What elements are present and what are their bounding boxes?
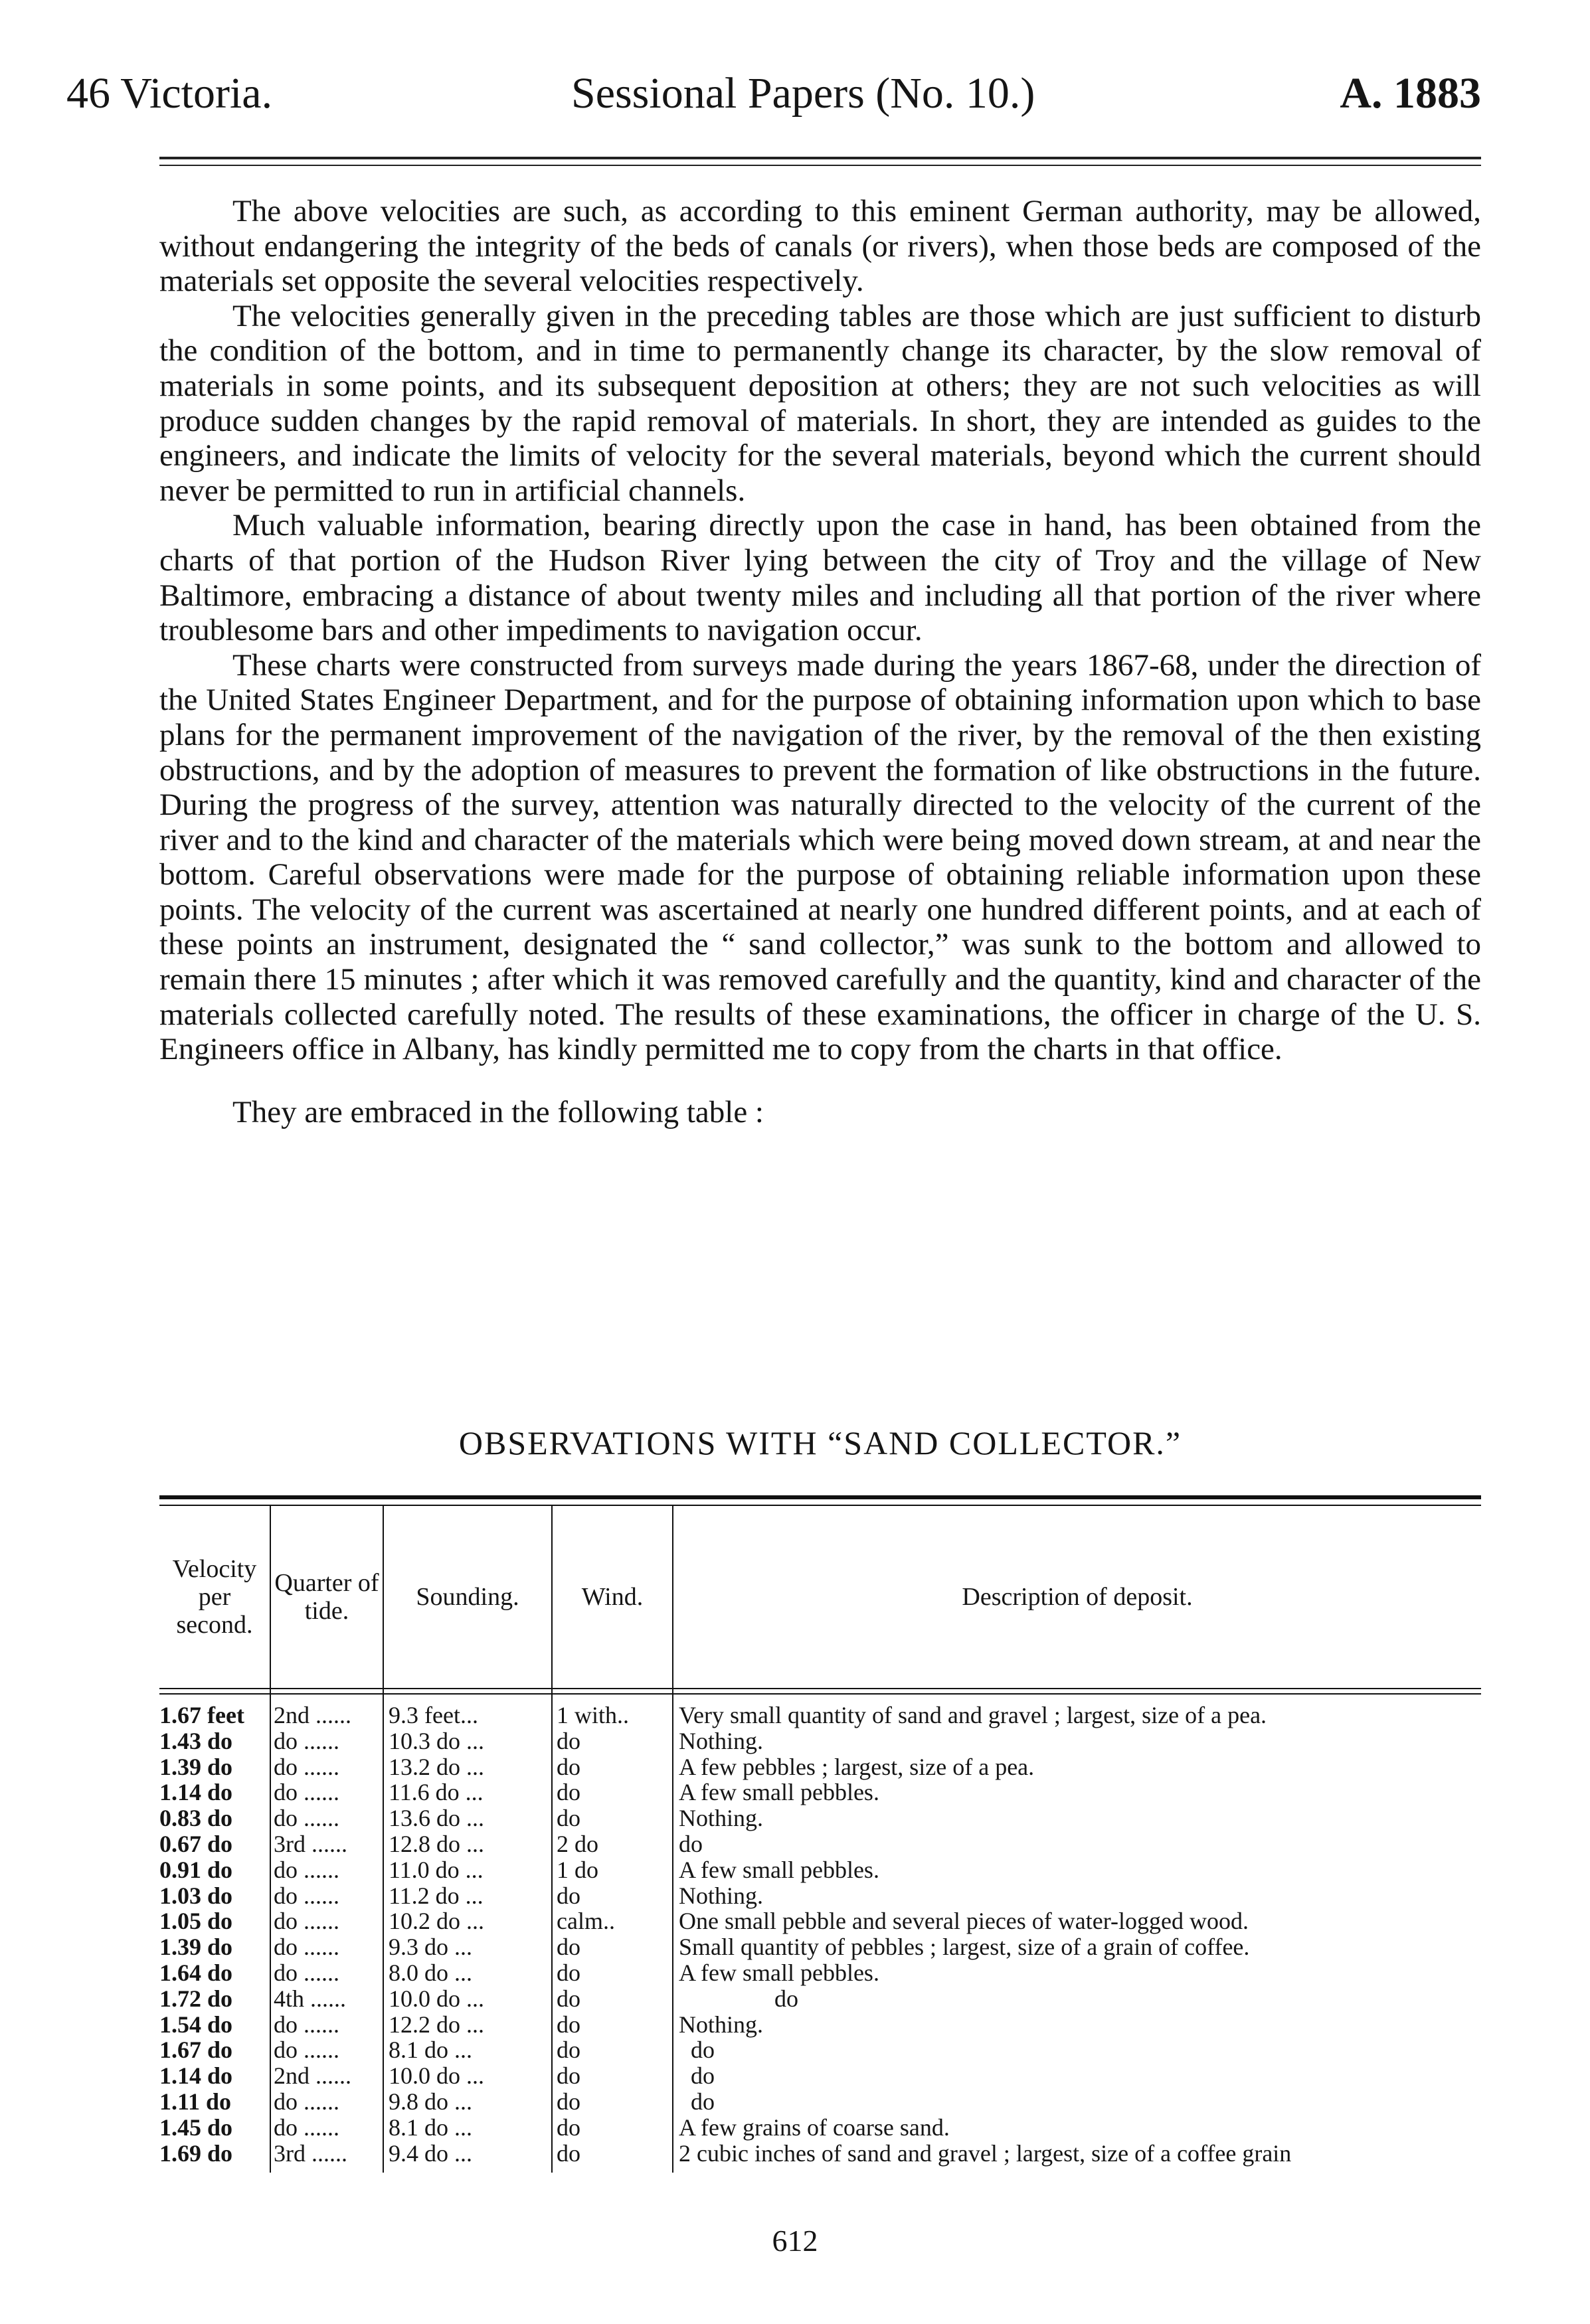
body-text (159, 194, 1481, 1129)
header-wind: Wind. (581, 1583, 644, 1611)
table-row (159, 1728, 1481, 1754)
cell-description: Nothing. (679, 1805, 764, 1832)
cell-wind: 2 do (557, 1830, 598, 1857)
cell-wind: do (557, 1753, 580, 1780)
table-header-rule (159, 1688, 1481, 1695)
cell-wind: do (557, 2088, 580, 2115)
header-quarter: Quarter of tide. (274, 1569, 379, 1625)
table-row (159, 2037, 1481, 2063)
cell-description: Nothing. (679, 1727, 764, 1754)
cell-quarter: 2nd ...... (274, 1702, 351, 1728)
cell-quarter: 4th ...... (274, 1985, 347, 2012)
header-session: 46 Victoria. (66, 69, 273, 118)
cell-quarter: 2nd ...... (274, 2062, 351, 2090)
table-row (159, 1908, 1481, 1934)
cell-sounding: 11.0 do ... (389, 1856, 484, 1883)
cell-sounding: 9.8 do ... (389, 2088, 472, 2115)
cell-description: do (679, 2036, 715, 2064)
cell-sounding: 11.2 do ... (389, 1882, 484, 1909)
cell-wind: 1 do (557, 1856, 598, 1883)
running-header (66, 64, 1481, 124)
cell-description: A few grains of coarse sand. (679, 2114, 950, 2141)
cell-sounding: 11.6 do ... (389, 1779, 484, 1806)
table-top-rule (159, 1495, 1481, 1506)
cell-velocity: 0.67 do (159, 1830, 233, 1857)
cell-wind: do (557, 1805, 580, 1832)
cell-quarter: do ...... (274, 1856, 339, 1883)
table-lead-in: They are embraced in the following table : (232, 1094, 764, 1129)
table-row (159, 2115, 1481, 2141)
page-number: 612 (772, 2224, 818, 2258)
cell-velocity: 1.11 do (159, 2088, 232, 2115)
header-sounding: Sounding. (416, 1583, 519, 1611)
cell-wind: do (557, 1934, 580, 1961)
cell-velocity: 1.39 do (159, 1753, 233, 1780)
cell-description: do (679, 1830, 703, 1857)
cell-quarter: do ...... (274, 2088, 339, 2115)
table-row (159, 2089, 1481, 2115)
cell-velocity: 1.39 do (159, 1934, 233, 1961)
cell-sounding: 13.6 do ... (389, 1805, 484, 1832)
cell-wind: do (557, 1985, 580, 2012)
cell-velocity: 1.45 do (159, 2114, 233, 2141)
cell-sounding: 10.2 do ... (389, 1908, 484, 1935)
cell-velocity: 1.05 do (159, 1908, 233, 1935)
cell-sounding: 10.3 do ... (389, 1727, 484, 1754)
cell-description: do (679, 2062, 715, 2090)
cell-velocity: 1.14 do (159, 2062, 233, 2090)
cell-wind: do (557, 2114, 580, 2141)
header-title: Sessional Papers (No. 10.) (571, 69, 1035, 118)
cell-description: Nothing. (679, 2011, 764, 2038)
cell-sounding: 9.4 do ... (389, 2139, 472, 2167)
table-row (159, 1831, 1481, 1857)
cell-quarter: do ...... (274, 2114, 339, 2141)
table-row (159, 1960, 1481, 1986)
table-row (159, 1986, 1481, 2012)
cell-quarter: do ...... (274, 2036, 339, 2064)
table-row (159, 1702, 1481, 1728)
cell-quarter: do ...... (274, 1908, 339, 1935)
cell-sounding: 9.3 do ... (389, 1934, 472, 1961)
cell-sounding: 12.8 do ... (389, 1830, 484, 1857)
cell-description: A few small pebbles. (679, 1959, 879, 1986)
cell-quarter: do ...... (274, 1805, 339, 1832)
cell-velocity: 1.54 do (159, 2011, 233, 2038)
cell-velocity: 1.03 do (159, 1882, 233, 1909)
cell-velocity: 1.72 do (159, 1985, 233, 2012)
table-row (159, 1883, 1481, 1909)
cell-description: Very small quantity of sand and gravel ; largest, size of a pea. (679, 1702, 1267, 1728)
cell-sounding: 8.1 do ... (389, 2114, 472, 2141)
cell-wind: do (557, 1727, 580, 1754)
cell-velocity: 1.14 do (159, 1779, 233, 1806)
cell-velocity: 0.91 do (159, 1856, 233, 1883)
table-body (159, 1702, 1481, 2166)
cell-description: do (679, 2088, 715, 2115)
cell-velocity: 0.83 do (159, 1805, 233, 1832)
header-rule (159, 157, 1481, 166)
cell-description: A few small pebbles. (679, 1779, 879, 1806)
cell-sounding: 8.0 do ... (389, 1959, 472, 1986)
cell-sounding: 9.3 feet... (389, 1702, 478, 1728)
cell-velocity: 1.64 do (159, 1959, 233, 1986)
cell-description: do (679, 1985, 798, 2012)
paragraph: These charts were constructed from surveys made during the years 1867-68, under the direction of the United States Engineer Department, and for the purpose of obtaining information upon which to base plans for the permanent improvement of the navigation of the river, by the removal of the then existing obstructions, and by the adoption of measures to prevent the formation of like obstructions in the future. During the progress of the survey, attention was naturally directed to the velocity of the current of the river and to the kind and character of the materials which were being moved down stream, at and near the bottom. Careful observations were made for the purpose of obtaining reliable information upon these points. The velocity of the current was ascertained at nearly one hundred different points, and at each of these points an instrument, designated the “ sand collector,” was sunk to the bottom and allowed to remain there 15 minutes ; after which it was removed carefully and the quantity, kind and character of the materials collected carefully noted. The results of these examinations, the officer in charge of the U. S. Engineers office in Albany, has kindly permitted me to copy from the charts in that office. (159, 647, 1481, 1067)
cell-wind: do (557, 1882, 580, 1909)
cell-quarter: do ...... (274, 1934, 339, 1961)
cell-description: A few pebbles ; largest, size of a pea. (679, 1753, 1035, 1780)
table-row (159, 1857, 1481, 1883)
cell-wind: do (557, 2139, 580, 2167)
table-row (159, 1805, 1481, 1831)
cell-sounding: 8.1 do ... (389, 2036, 472, 2064)
table-row (159, 1934, 1481, 1960)
cell-wind: calm.. (557, 1908, 615, 1935)
cell-quarter: 3rd ...... (274, 2139, 347, 2167)
cell-quarter: do ...... (274, 1779, 339, 1806)
cell-wind: do (557, 1959, 580, 1986)
cell-sounding: 10.0 do ... (389, 2062, 484, 2090)
header-description: Description of deposit. (962, 1583, 1193, 1611)
cell-quarter: do ...... (274, 1959, 339, 1986)
paragraph: Much valuable information, bearing directly upon the case in hand, has been obtained from the charts of that portion of the Hudson River lying between the city of Troy and the village of New Baltimore, embracing a distance of about twenty miles and including all that portion of the river where troublesome bars and other impediments to navigation occur. (159, 508, 1481, 648)
cell-sounding: 10.0 do ... (389, 1985, 484, 2012)
cell-velocity: 1.67 feet (159, 1702, 244, 1728)
cell-description: 2 cubic inches of sand and gravel ; largest, size of a coffee grain (679, 2139, 1292, 2167)
cell-description: Nothing. (679, 1882, 764, 1909)
cell-quarter: do ...... (274, 1727, 339, 1754)
cell-sounding: 13.2 do ... (389, 1753, 484, 1780)
cell-velocity: 1.67 do (159, 2036, 233, 2064)
cell-description: One small pebble and several pieces of water-logged wood. (679, 1908, 1249, 1935)
header-velocity: Velocity per second. (172, 1555, 257, 1639)
observations-table (159, 1495, 1481, 2173)
cell-wind: 1 with.. (557, 1702, 630, 1728)
cell-velocity: 1.43 do (159, 1727, 233, 1754)
cell-velocity: 1.69 do (159, 2139, 233, 2167)
cell-quarter: 3rd ...... (274, 1830, 347, 1857)
cell-quarter: do ...... (274, 1882, 339, 1909)
paragraph: The velocities generally given in the preceding tables are those which are just sufficient to disturb the condition of the bottom, and in time to permanently change its character, by the slow removal of materials in some points, and its subsequent deposition at others; they are not such velocities as will produce sudden changes by the rapid removal of materials. In short, they are intended as guides to the engineers, and indicate the limits of velocity for the several materials, beyond which the current should never be permitted to run in artificial channels. (159, 298, 1481, 508)
header-year: A. 1883 (1340, 69, 1481, 118)
cell-wind: do (557, 1779, 580, 1806)
table-row (159, 2141, 1481, 2167)
cell-sounding: 12.2 do ... (389, 2011, 484, 2038)
cell-quarter: do ...... (274, 1753, 339, 1780)
cell-quarter: do ...... (274, 2011, 339, 2038)
cell-wind: do (557, 2062, 580, 2090)
cell-description: A few small pebbles. (679, 1856, 879, 1883)
paragraph: The above velocities are such, as according to this eminent German authority, may be allowed, without endangering the integrity of the beds of canals (or rivers), when those beds are composed of the materials set opposite the several velocities respectively. (159, 194, 1481, 299)
cell-wind: do (557, 2036, 580, 2064)
cell-description: Small quantity of pebbles ; largest, size of a grain of coffee. (679, 1934, 1250, 1961)
table-row (159, 2012, 1481, 2038)
table-title: OBSERVATIONS WITH “SAND COLLECTOR.” (458, 1424, 1182, 1461)
cell-wind: do (557, 2011, 580, 2038)
table-row (159, 1780, 1481, 1805)
table-row (159, 2063, 1481, 2089)
table-row (159, 1754, 1481, 1780)
